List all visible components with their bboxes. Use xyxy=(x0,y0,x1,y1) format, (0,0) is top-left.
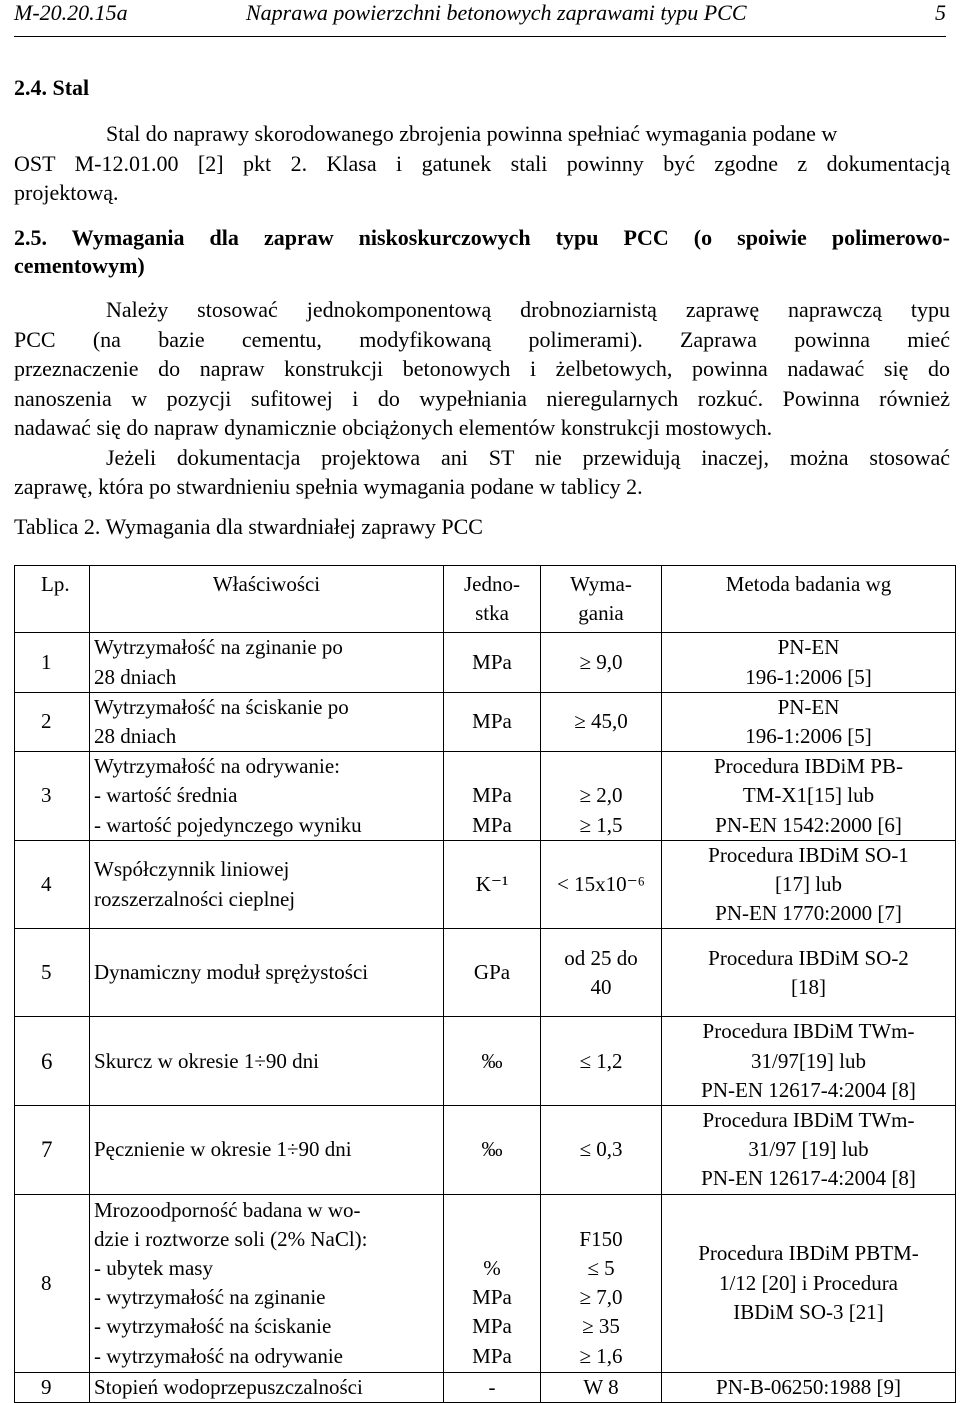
text-line: OST M-12.01.00 [2] pkt 2. Klasa i gatunek stali powinny być zgodne z dokumentacją xyxy=(14,150,950,176)
table-caption: Tablica 2. Wymagania dla stwardniałej zaprawy PCC xyxy=(14,514,483,539)
cell-method: Procedura IBDiM PB- TM-X1[15] lub PN-EN 1542:2000 [6] xyxy=(662,752,956,841)
cell-unit: MPa xyxy=(444,633,541,692)
cell-unit: K⁻¹ xyxy=(444,840,541,929)
cell-property: Wytrzymałość na zginanie po 28 dniach xyxy=(90,633,444,692)
page-number: 5 xyxy=(935,0,946,25)
cell-requirement: < 15x10⁻⁶ xyxy=(541,840,662,929)
cell-lp: 3 xyxy=(15,752,90,841)
document-title: Naprawa powierzchni betonowych zaprawami typu PCC xyxy=(246,0,747,25)
cell-unit: GPa xyxy=(444,929,541,1017)
cell-property: Dynamiczny moduł sprężystości xyxy=(90,929,444,1017)
text-line: PCC (na bazie cementu, modyfikowaną polimerami). Zaprawa powinna mieć xyxy=(14,326,950,352)
cell-property: Współczynnik liniowej rozszerzalności cieplnej xyxy=(90,840,444,929)
cell-lp: 2 xyxy=(15,692,90,751)
table-row xyxy=(15,1194,956,1372)
heading-line: cementowym) xyxy=(14,253,145,278)
text-line: przeznaczenie do napraw konstrukcji betonowych i żelbetowych, powinna nadawać się do xyxy=(14,356,950,381)
cell-property: Wytrzymałość na ściskanie po 28 dniach xyxy=(90,692,444,751)
table-row xyxy=(15,752,956,841)
text-line: projektową. xyxy=(14,180,119,205)
cell-property: Skurcz w okresie 1÷90 dni xyxy=(90,1017,444,1106)
cell-lp: 9 xyxy=(15,1372,90,1402)
section-2-4-text xyxy=(14,119,950,208)
cell-requirement: ≥ 45,0 xyxy=(541,692,662,751)
header-property: Właściwości xyxy=(90,566,444,633)
cell-unit: % MPa MPa MPa xyxy=(444,1194,541,1372)
heading-line: 2.5. Wymagania dla zapraw niskoskurczowych typu PCC (o spoiwie polimerowo- xyxy=(14,225,950,250)
text-line: nanoszenia w pozycji sufitowej i do wypełniania nieregularnych rozkuć. Powinna również xyxy=(14,385,950,411)
table-header-row xyxy=(15,566,956,633)
text-line: nadawać się do napraw dynamicznie obciążonych elementów konstrukcji mostowych. xyxy=(14,415,773,440)
cell-method: PN-EN 196-1:2006 [5] xyxy=(662,633,956,692)
header-unit: Jedno- stka xyxy=(444,566,541,633)
header-requirement: Wyma- gania xyxy=(541,566,662,633)
table-row xyxy=(15,1017,956,1106)
cell-method: Procedura IBDiM SO-2 [18] xyxy=(662,929,956,1017)
section-heading-2-5 xyxy=(14,224,950,280)
text-line: Stal do naprawy skorodowanego zbrojenia powinna spełniać wymagania podane w xyxy=(106,121,838,146)
section-2-5-text xyxy=(14,295,950,502)
cell-lp: 8 xyxy=(15,1194,90,1372)
cell-method: Procedura IBDiM TWm- 31/97[19] lub PN-EN 12617-4:2004 [8] xyxy=(662,1017,956,1106)
table-row xyxy=(15,1106,956,1195)
table-row xyxy=(15,929,956,1017)
cell-method: Procedura IBDiM TWm- 31/97 [19] lub PN-EN 12617-4:2004 [8] xyxy=(662,1106,956,1195)
text-line: Należy stosować jednokomponentową drobnoziarnistą zaprawę naprawczą typu xyxy=(106,297,950,322)
requirements-table xyxy=(14,565,956,1403)
cell-property: Mrozoodporność badana w wo- dzie i roztworze soli (2% NaCl): - ubytek masy - wytrzymałość na zginanie - wytrzymałość na ściskanie - wytrzymałość na odrywanie xyxy=(90,1194,444,1372)
cell-property: Stopień wodoprzepuszczalności xyxy=(90,1372,444,1402)
document-code: M-20.20.15a xyxy=(14,0,128,25)
cell-unit: ‰ xyxy=(444,1106,541,1195)
cell-method: PN-B-06250:1988 [9] xyxy=(662,1372,956,1402)
table-row xyxy=(15,840,956,929)
cell-requirement: F150 ≤ 5 ≥ 7,0 ≥ 35 ≥ 1,6 xyxy=(541,1194,662,1372)
table-row xyxy=(15,633,956,692)
cell-requirement: ≤ 1,2 xyxy=(541,1017,662,1106)
cell-method: PN-EN 196-1:2006 [5] xyxy=(662,692,956,751)
cell-requirement: ≤ 0,3 xyxy=(541,1106,662,1195)
table-row xyxy=(15,1372,956,1402)
cell-unit: MPa MPa xyxy=(444,752,541,841)
section-heading-2-4: 2.4. Stal xyxy=(14,75,90,100)
text-line: zaprawę, która po stwardnieniu spełnia wymagania podane w tablicy 2. xyxy=(14,474,643,499)
table-row xyxy=(15,692,956,751)
cell-lp: 7 xyxy=(15,1106,90,1195)
cell-requirement: ≥ 9,0 xyxy=(541,633,662,692)
cell-requirement: od 25 do 40 xyxy=(541,929,662,1017)
cell-unit: - xyxy=(444,1372,541,1402)
cell-method: Procedura IBDiM SO-1 [17] lub PN-EN 1770:2000 [7] xyxy=(662,840,956,929)
cell-requirement: W 8 xyxy=(541,1372,662,1402)
cell-property: Pęcznienie w okresie 1÷90 dni xyxy=(90,1106,444,1195)
cell-lp: 4 xyxy=(15,840,90,929)
text-line: Jeżeli dokumentacja projektowa ani ST nie przewidują inaczej, można stosować xyxy=(106,444,950,470)
cell-unit: MPa xyxy=(444,692,541,751)
cell-unit: ‰ xyxy=(444,1017,541,1106)
header-method: Metoda badania wg xyxy=(662,566,956,633)
cell-lp: 5 xyxy=(15,929,90,1017)
cell-requirement: ≥ 2,0 ≥ 1,5 xyxy=(541,752,662,841)
header-lp: Lp. xyxy=(15,566,90,633)
cell-lp: 1 xyxy=(15,633,90,692)
page-header xyxy=(14,0,946,37)
cell-method: Procedura IBDiM PBTM- 1/12 [20] i Procedura IBDiM SO-3 [21] xyxy=(662,1194,956,1372)
cell-lp: 6 xyxy=(15,1017,90,1106)
cell-property: Wytrzymałość na odrywanie: - wartość średnia - wartość pojedynczego wyniku xyxy=(90,752,444,841)
